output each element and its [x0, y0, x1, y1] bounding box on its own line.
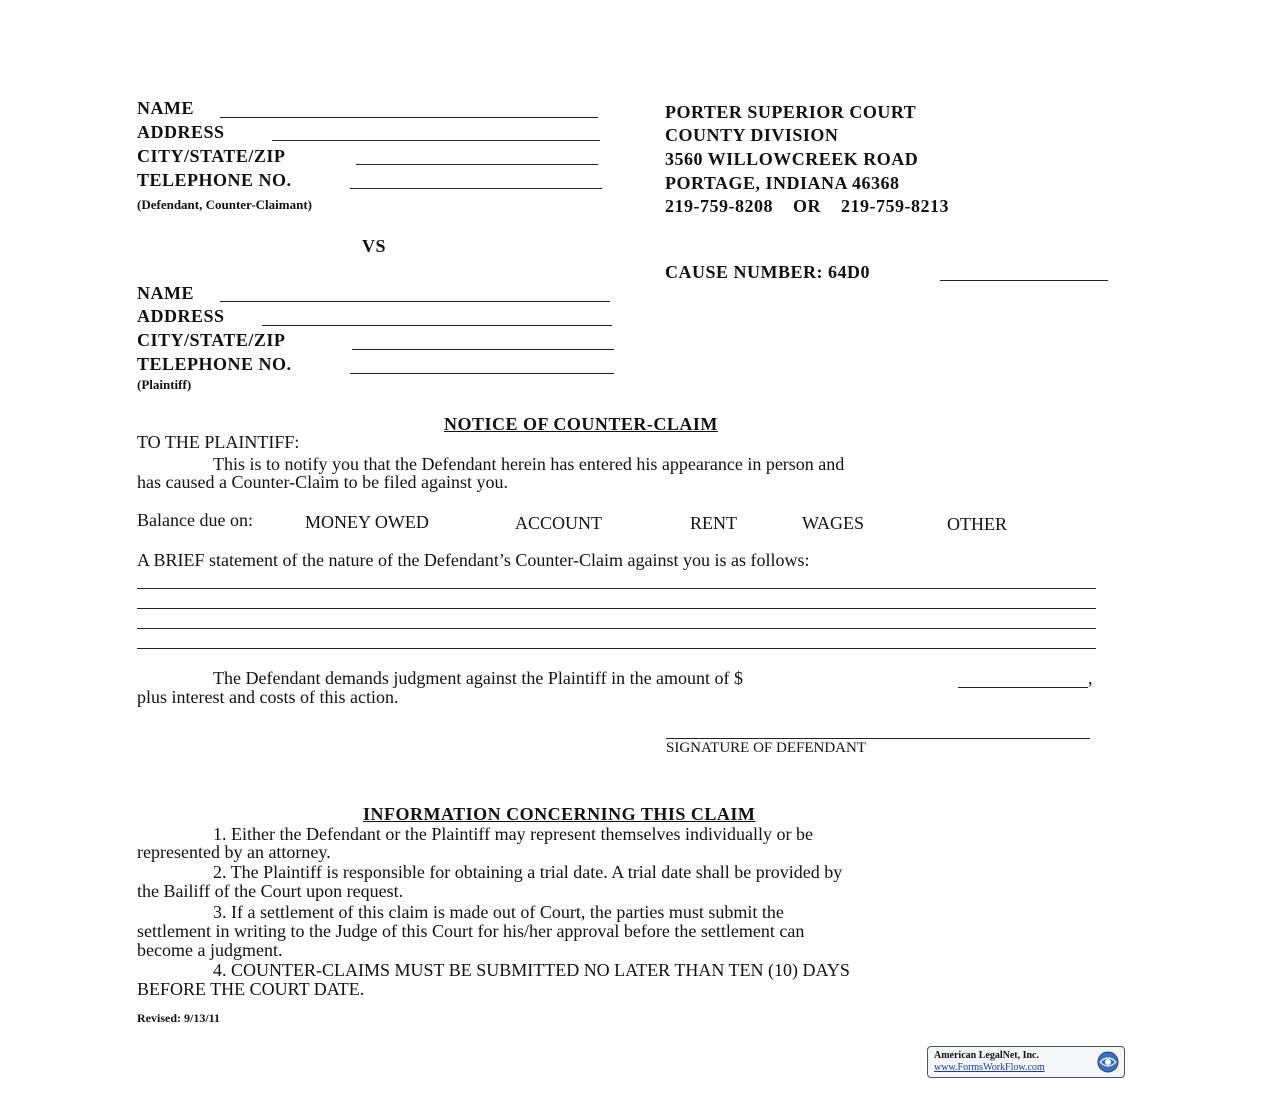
plaintiff-role: (Plaintiff)	[137, 377, 192, 392]
notice-to: TO THE PLAINTIFF:	[137, 432, 300, 452]
statement-line-1[interactable]	[137, 588, 1096, 589]
defendant-name-label: NAME	[137, 98, 194, 118]
option-rent[interactable]: RENT	[690, 513, 737, 533]
versus-label: VS	[362, 236, 387, 256]
info-item3-c: become a judgment.	[137, 940, 283, 960]
info-item4-b: BEFORE THE COURT DATE.	[137, 979, 365, 999]
badge-company: American LegalNet, Inc.	[934, 1050, 1039, 1061]
globe-icon	[1096, 1050, 1120, 1074]
demand-line1: The Defendant demands judgment against the Plaintiff in the amount of $	[213, 668, 744, 688]
option-wages[interactable]: WAGES	[802, 513, 864, 533]
info-title: INFORMATION CONCERNING THIS CLAIM	[363, 804, 756, 824]
defendant-address-label: ADDRESS	[137, 122, 225, 142]
court-phone: 219-759-8208 OR 219-759-8213	[665, 196, 949, 216]
statement-line-3[interactable]	[137, 628, 1096, 629]
option-money-owed[interactable]: MONEY OWED	[305, 512, 429, 532]
balance-label: Balance due on:	[137, 510, 253, 530]
defendant-name-field[interactable]	[220, 117, 598, 118]
cause-number-label: CAUSE NUMBER: 64D0	[665, 262, 871, 282]
info-item3-b: settlement in writing to the Judge of this Court for his/her approval before the settlement can	[137, 921, 805, 941]
legalnet-badge[interactable]	[927, 1046, 1125, 1078]
info-item1-b: represented by an attorney.	[137, 842, 331, 862]
plaintiff-name-field[interactable]	[220, 301, 610, 302]
option-other[interactable]: OTHER	[947, 514, 1007, 534]
court-street: 3560 WILLOWCREEK ROAD	[665, 149, 919, 169]
defendant-role: (Defendant, Counter-Claimant)	[137, 197, 312, 212]
defendant-address-field[interactable]	[272, 140, 600, 141]
option-account[interactable]: ACCOUNT	[515, 513, 603, 533]
notice-para-line1: This is to notify you that the Defendant herein has entered his appearance in person and	[213, 454, 845, 474]
plaintiff-phone-label: TELEPHONE NO.	[137, 354, 292, 374]
badge-url[interactable]: www.FormsWorkFlow.com	[934, 1062, 1045, 1073]
info-item4-a: 4. COUNTER-CLAIMS MUST BE SUBMITTED NO LATER THAN TEN (10) DAYS	[213, 960, 850, 980]
demand-line2: plus interest and costs of this action.	[137, 687, 399, 707]
statement-line-4[interactable]	[137, 648, 1096, 649]
notice-para-line2: has caused a Counter-Claim to be filed against you.	[137, 472, 509, 492]
statement-line-2[interactable]	[137, 608, 1096, 609]
defendant-phone-label: TELEPHONE NO.	[137, 170, 292, 190]
plaintiff-city-field[interactable]	[352, 349, 614, 350]
info-item3-a: 3. If a settlement of this claim is made out of Court, the parties must submit the	[213, 902, 784, 922]
amount-field[interactable]	[958, 687, 1088, 688]
signature-label: SIGNATURE OF DEFENDANT	[666, 740, 867, 756]
plaintiff-city-label: CITY/STATE/ZIP	[137, 330, 286, 350]
signature-field[interactable]	[666, 738, 1090, 739]
cause-number-field[interactable]	[940, 280, 1108, 281]
plaintiff-phone-field[interactable]	[350, 373, 614, 374]
court-city: PORTAGE, INDIANA 46368	[665, 173, 900, 193]
plaintiff-address-field[interactable]	[262, 325, 612, 326]
defendant-city-label: CITY/STATE/ZIP	[137, 146, 286, 166]
defendant-phone-field[interactable]	[350, 188, 602, 189]
notice-title: NOTICE OF COUNTER-CLAIM	[444, 414, 718, 434]
court-name: PORTER SUPERIOR COURT	[665, 102, 917, 122]
brief-statement-label: A BRIEF statement of the nature of the Defendant’s Counter-Claim against you is as follows:	[137, 550, 810, 570]
info-item2-a: 2. The Plaintiff is responsible for obtaining a trial date. A trial date shall be provided by	[213, 862, 843, 882]
defendant-city-field[interactable]	[356, 164, 598, 165]
plaintiff-address-label: ADDRESS	[137, 306, 225, 326]
court-division: COUNTY DIVISION	[665, 125, 839, 145]
revised-date: Revised: 9/13/11	[137, 1011, 220, 1025]
plaintiff-name-label: NAME	[137, 283, 194, 303]
info-item1-a: 1. Either the Defendant or the Plaintiff may represent themselves individually or be	[213, 824, 813, 844]
info-item2-b: the Bailiff of the Court upon request.	[137, 881, 404, 901]
amount-comma: ,	[1088, 668, 1093, 688]
